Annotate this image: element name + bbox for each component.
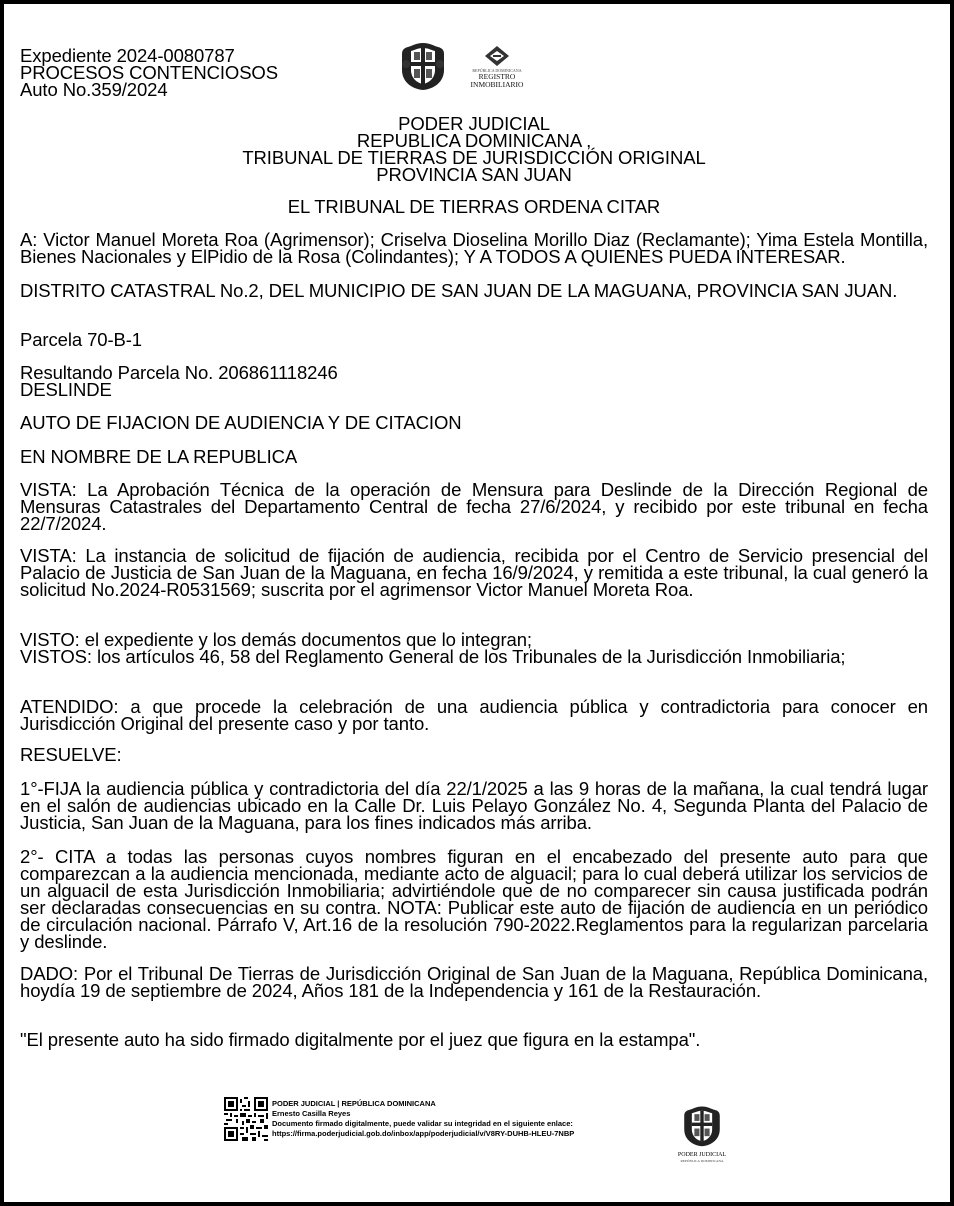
institution-line-2: REPUBLICA DOMINICANA ,	[356, 130, 592, 151]
registro-line-2: INMOBILIARIO	[470, 80, 524, 89]
resolution-item-2: 2°- CITA a todas las personas cuyos nombres figuran en el encabezado del presente auto para que comparezcan a la audiencia mencionada, mediante acto de alguacil; para lo cual deberá utilizar los servicios de un alguacil de esta Jurisdicción Inmobiliaria; advirtiéndole que de no comparecer sin causa justificada podrán ser declaradas consecuencias en su contra. NOTA: Publicar este auto de fijación de audiencia en un periódico de circulación nacional. Párrafo V, Art.16 de la resolución 790-2022.Reglamentos para la regularizan parcelaria y deslinde.	[20, 846, 928, 952]
qr-code-icon[interactable]	[224, 1097, 268, 1141]
seal-caption: PODER JUDICIAL	[677, 1152, 727, 1158]
order-title: EL TRIBUNAL DE TIERRAS ORDENA CITAR	[287, 196, 661, 217]
registro-line-1: REGISTRO	[478, 72, 516, 81]
registro-name	[462, 73, 532, 89]
coat-of-arms-icon	[398, 40, 448, 92]
resuelve-heading: RESUELVE:	[20, 744, 122, 765]
signature-note: "El presente auto ha sido firmado digitalmente por el juez que figura en la estampa".	[20, 1029, 701, 1050]
institution-line-1: PODER JUDICIAL	[398, 113, 550, 134]
auto-number: Auto No.359/2024	[20, 79, 168, 100]
auto-title: AUTO DE FIJACION DE AUDIENCIA Y DE CITACION	[20, 412, 462, 433]
digital-signature-block	[272, 1099, 652, 1139]
signature-institution: PODER JUDICIAL | REPÚBLICA DOMINICANA	[272, 1099, 436, 1108]
parcel-label: Parcela 70-B-1	[20, 329, 142, 350]
district-paragraph: DISTRITO CATASTRAL No.2, DEL MUNICIPIO DE SAN JUAN DE LA MAGUANA, PROVINCIA SAN JUAN.	[20, 280, 898, 301]
registro-inmobiliario-logo	[462, 44, 532, 92]
vista-paragraph-1: VISTA: La Aprobación Técnica de la operación de Mensura para Deslinde de la Dirección Regional de Mensuras Catastrales del Departamento Central de fecha 27/6/2024, y recibido por este tribunal en fecha 22/7/2024.	[20, 479, 928, 534]
resulting-parcel: Resultando Parcela No. 206861118246	[20, 362, 338, 383]
process-type: PROCESOS CONTENCIOSOS	[20, 62, 278, 83]
deslinde-label: DESLINDE	[20, 379, 112, 400]
signature-validation-note: Documento firmado digitalmente, puede validar su integridad en el siguiente enlace:	[272, 1119, 573, 1128]
visto-paragraph: VISTO: el expediente y los demás documentos que lo integran;	[20, 629, 532, 650]
resolution-item-1: 1°-FIJA la audiencia pública y contradictoria del día 22/1/2025 a las 9 horas de la mañana, la cual tendrá lugar en el salón de audiencias ubicado en la Calle Dr. Luis Pelayo González No. 4, Segunda Planta del Palacio de Justicia, San Juan de la Maguana, para los fines indicados más arriba.	[20, 778, 928, 833]
poder-judicial-seal-icon	[680, 1104, 724, 1148]
republic-invocation: EN NOMBRE DE LA REPUBLICA	[20, 446, 298, 467]
signature-validation-link[interactable]: https://firma.poderjudicial.gob.do/inbox/app/poderjudicial/v/V8RY-DUHB-HLEU-7NBP	[272, 1129, 575, 1138]
atendido-paragraph: ATENDIDO: a que procede la celebración de una audiencia pública y contradictoria para conocer en Jurisdicción Original del presente caso y por tanto.	[20, 696, 928, 734]
institution-line-4: PROVINCIA SAN JUAN	[376, 164, 572, 185]
case-header	[20, 47, 380, 98]
registro-country: REPÚBLICA DOMINICANA	[472, 68, 522, 73]
institution-heading	[20, 115, 928, 183]
seal-caption-small: REPÚBLICA DOMINICANA	[680, 1159, 724, 1163]
institution-line-3: TRIBUNAL DE TIERRAS DE JURISDICCIÓN ORIGINAL	[242, 147, 706, 168]
dado-paragraph: DADO: Por el Tribunal De Tierras de Jurisdicción Original de San Juan de la Maguana, República Dominicana, hoydía 19 de septiembre de 2024, Años 181 de la Independencia y 161 de la Restauración.	[20, 963, 928, 1001]
addressee-paragraph: A: Victor Manuel Moreta Roa (Agrimensor); Criselva Dioselina Morillo Diaz (Reclamante); Yima Estela Montilla, Bienes Nacionales y ElPidio de la Rosa (Colindantes); Y A TODOS A QUIENES PUEDA INTERESAR.	[20, 229, 928, 267]
expediente-number: Expediente 2024-0080787	[20, 45, 235, 66]
vista-paragraph-2: VISTA: La instancia de solicitud de fijación de audiencia, recibida por el Centro de Servicio presencial del Palacio de Justicia de San Juan de la Maguana, en fecha 16/9/2024, y remitida a este tribunal, la cual generó la solicitud No.2024-R0531569; suscrita por el agrimensor Victor Manuel Moreta Roa.	[20, 545, 928, 600]
signer-name: Ernesto Casilla Reyes	[272, 1109, 351, 1118]
vistos-paragraph: VISTOS: los artículos 46, 58 del Reglamento General de los Tribunales de la Jurisdicción Inmobiliaria;	[20, 646, 846, 667]
